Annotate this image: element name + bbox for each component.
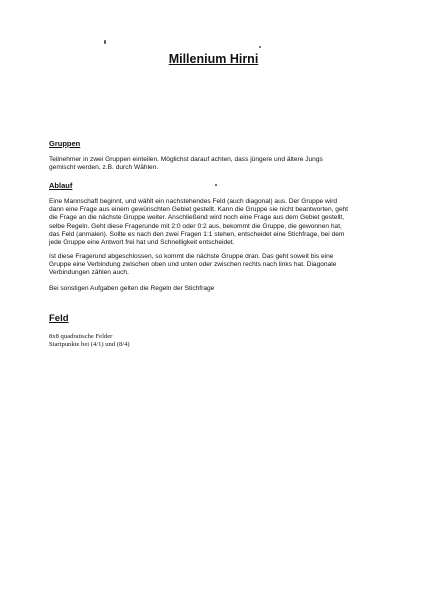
section-heading-feld: Feld — [49, 313, 69, 324]
ablauf-paragraph-3: Bei sonstigen Aufgaben gelten die Regeln der Stichfrage — [49, 285, 215, 292]
feld-line-2: Startpunkte bei (4/1) und (8/4) — [49, 341, 130, 348]
ablauf-paragraph-2: Ist diese Fragerund abgeschlossen, so kommt die nächste Gruppe dran. Das geht soweit bis eine Gruppe eine Verbindung zwischen oben und unten oder zwischen rechts nach links hat. Diagonale Verbindungen zählen auch. — [49, 253, 337, 277]
section-heading-ablauf: Ablauf — [49, 181, 73, 190]
scan-speck — [259, 46, 261, 48]
ablauf-paragraph-1: Eine Mannschaft beginnt, und wählt ein nachstehendes Feld (auch diagonal) aus. Der Gruppe wird dann eine Frage aus einem gewünschten Gebiet gestellt. Kann die Gruppe sie nicht beantworten, geht die Frage an die nächste Gruppe weiter. Anschließend wird noch eine Frage aus dem Gebiet gestellt, selbe Regeln. Geht diese Fragerunde mit 2:0 oder 0:2 aus, bekommt die Gruppe, die gewonnen hat, das Feld (anmalen). Sollte es nach den zwei Fragen 1:1 stehen, entscheidet eine Stichfrage, bei dem jede Gruppe eine Antwort frei hat und Schnelligkeit entscheidet. — [49, 198, 349, 247]
scan-speck — [104, 40, 106, 44]
feld-line-1: 8x8 quadratische Felder — [49, 333, 113, 340]
section-heading-gruppen: Gruppen — [49, 139, 81, 148]
gruppen-text: Teilnehmer in zwei Gruppen einteilen. Möglichst darauf achten, dass jüngere und ältere Jungs gemischt werden, z.B. durch Wählen. — [49, 156, 323, 172]
scan-speck — [215, 184, 217, 186]
document-title: Millenium Hirni — [168, 52, 259, 66]
